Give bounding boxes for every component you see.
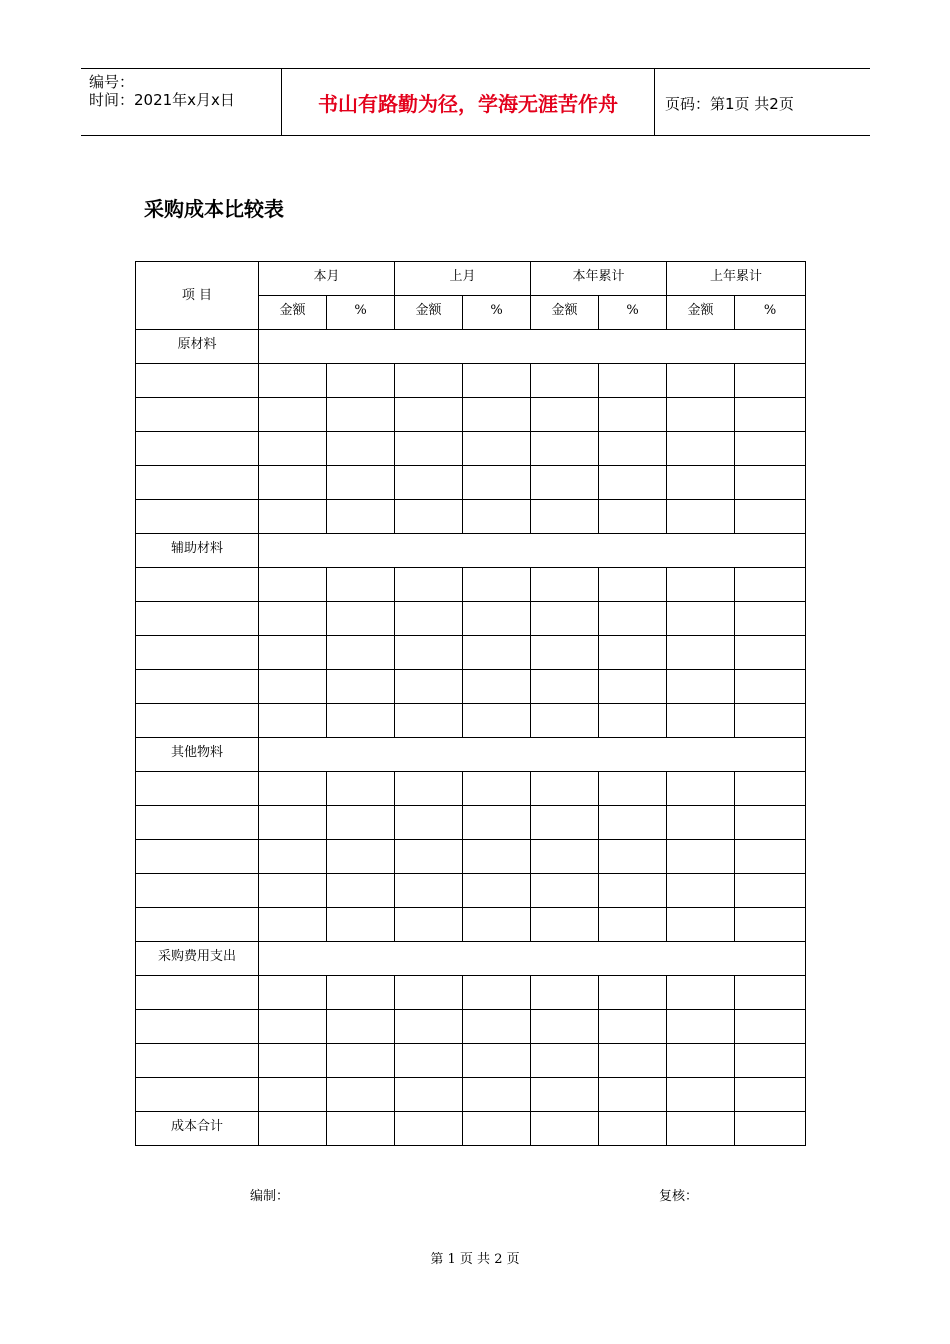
- serial-label: 编号：: [89, 73, 135, 91]
- sub-header: 金额: [395, 296, 463, 330]
- blank-cell[interactable]: [463, 1010, 531, 1044]
- blank-cell[interactable]: [667, 466, 735, 500]
- blank-cell[interactable]: [463, 670, 531, 704]
- page-info: 页码：第1页 共2页: [665, 95, 794, 113]
- blank-cell[interactable]: [463, 500, 531, 534]
- section-label: 辅助材料: [136, 534, 259, 568]
- prepared-by-label: 编制：: [250, 1189, 290, 1204]
- blank-cell[interactable]: [463, 398, 531, 432]
- blank-cell[interactable]: [395, 840, 463, 874]
- table-row: [136, 636, 806, 670]
- period-header: 本月: [259, 262, 395, 296]
- period-header: 上年累计: [667, 262, 806, 296]
- total-row: [136, 1112, 806, 1146]
- blank-cell[interactable]: [667, 398, 735, 432]
- section-span-cell: [259, 534, 806, 568]
- table-row: [136, 806, 806, 840]
- blank-cell[interactable]: [327, 874, 395, 908]
- blank-cell[interactable]: [327, 602, 395, 636]
- blank-cell[interactable]: [599, 1010, 667, 1044]
- blank-cell[interactable]: [531, 772, 599, 806]
- blank-cell[interactable]: [463, 432, 531, 466]
- blank-cell[interactable]: [531, 1010, 599, 1044]
- blank-cell[interactable]: [599, 806, 667, 840]
- blank-cell[interactable]: [599, 908, 667, 942]
- header-divider: [654, 69, 655, 135]
- table-row: [136, 908, 806, 942]
- table-row: [136, 500, 806, 534]
- blank-cell[interactable]: [735, 908, 806, 942]
- blank-cell[interactable]: [463, 364, 531, 398]
- blank-cell[interactable]: [531, 976, 599, 1010]
- period-header: 本年累计: [531, 262, 667, 296]
- blank-cell[interactable]: [327, 1044, 395, 1078]
- blank-cell[interactable]: [327, 704, 395, 738]
- blank-cell[interactable]: [136, 636, 259, 670]
- time-label: 时间：2021年x月x日: [89, 91, 235, 109]
- blank-cell[interactable]: [735, 1078, 806, 1112]
- blank-cell[interactable]: [395, 874, 463, 908]
- blank-cell[interactable]: [327, 432, 395, 466]
- blank-cell[interactable]: [735, 636, 806, 670]
- blank-cell[interactable]: [667, 500, 735, 534]
- table-row: [136, 704, 806, 738]
- blank-cell[interactable]: [259, 432, 327, 466]
- blank-cell[interactable]: [599, 1044, 667, 1078]
- blank-cell[interactable]: [667, 636, 735, 670]
- blank-cell[interactable]: [599, 1112, 667, 1146]
- table-row: [136, 1078, 806, 1112]
- blank-cell[interactable]: [735, 432, 806, 466]
- blank-cell[interactable]: [735, 466, 806, 500]
- blank-cell[interactable]: [327, 500, 395, 534]
- blank-cell[interactable]: [667, 432, 735, 466]
- blank-cell[interactable]: [136, 602, 259, 636]
- blank-cell[interactable]: [395, 466, 463, 500]
- blank-cell[interactable]: [259, 1112, 327, 1146]
- blank-cell[interactable]: [136, 568, 259, 602]
- blank-cell[interactable]: [735, 398, 806, 432]
- blank-cell[interactable]: [136, 908, 259, 942]
- blank-cell[interactable]: [136, 466, 259, 500]
- blank-cell[interactable]: [531, 500, 599, 534]
- blank-cell[interactable]: [531, 874, 599, 908]
- blank-cell[interactable]: [531, 1044, 599, 1078]
- blank-cell[interactable]: [395, 602, 463, 636]
- blank-cell[interactable]: [735, 602, 806, 636]
- blank-cell[interactable]: [327, 568, 395, 602]
- blank-cell[interactable]: [599, 500, 667, 534]
- blank-cell[interactable]: [395, 568, 463, 602]
- blank-cell[interactable]: [667, 364, 735, 398]
- blank-cell[interactable]: [327, 398, 395, 432]
- section-label: 采购费用支出: [136, 942, 259, 976]
- blank-cell[interactable]: [735, 1044, 806, 1078]
- blank-cell[interactable]: [463, 568, 531, 602]
- blank-cell[interactable]: [259, 874, 327, 908]
- blank-cell[interactable]: [136, 670, 259, 704]
- blank-cell[interactable]: [327, 670, 395, 704]
- blank-cell[interactable]: [136, 976, 259, 1010]
- blank-cell[interactable]: [395, 1078, 463, 1112]
- blank-cell[interactable]: [531, 568, 599, 602]
- blank-cell[interactable]: [599, 772, 667, 806]
- blank-cell[interactable]: [136, 500, 259, 534]
- document-title: 采购成本比较表: [144, 197, 284, 221]
- blank-cell[interactable]: [531, 466, 599, 500]
- blank-cell[interactable]: [136, 1044, 259, 1078]
- blank-cell[interactable]: [735, 976, 806, 1010]
- blank-cell[interactable]: [463, 636, 531, 670]
- total-label: 成本合计: [136, 1112, 259, 1146]
- blank-cell[interactable]: [395, 772, 463, 806]
- blank-cell[interactable]: [667, 976, 735, 1010]
- blank-cell[interactable]: [136, 364, 259, 398]
- blank-cell[interactable]: [259, 908, 327, 942]
- blank-cell[interactable]: [136, 874, 259, 908]
- item-header-cell: 项 目: [136, 262, 259, 330]
- blank-cell[interactable]: [259, 466, 327, 500]
- sub-header: 金额: [531, 296, 599, 330]
- blank-cell[interactable]: [395, 1010, 463, 1044]
- blank-cell[interactable]: [259, 602, 327, 636]
- section-row: [136, 534, 806, 568]
- blank-cell[interactable]: [531, 908, 599, 942]
- cost-comparison-table: [135, 261, 806, 1146]
- table-row: [136, 1010, 806, 1044]
- blank-cell[interactable]: [531, 602, 599, 636]
- blank-cell[interactable]: [463, 1078, 531, 1112]
- blank-cell[interactable]: [395, 636, 463, 670]
- blank-cell[interactable]: [667, 670, 735, 704]
- sub-header: %: [463, 296, 531, 330]
- blank-cell[interactable]: [735, 704, 806, 738]
- blank-cell[interactable]: [463, 806, 531, 840]
- blank-cell[interactable]: [136, 432, 259, 466]
- blank-cell[interactable]: [327, 1010, 395, 1044]
- blank-cell[interactable]: [599, 1078, 667, 1112]
- blank-cell[interactable]: [259, 636, 327, 670]
- blank-cell[interactable]: [395, 1112, 463, 1146]
- blank-cell[interactable]: [259, 364, 327, 398]
- blank-cell[interactable]: [599, 874, 667, 908]
- blank-cell[interactable]: [667, 1010, 735, 1044]
- table-row: [136, 840, 806, 874]
- blank-cell[interactable]: [735, 1010, 806, 1044]
- sub-header: %: [599, 296, 667, 330]
- blank-cell[interactable]: [259, 1010, 327, 1044]
- blank-cell[interactable]: [599, 568, 667, 602]
- blank-cell[interactable]: [136, 772, 259, 806]
- blank-cell[interactable]: [463, 1044, 531, 1078]
- section-span-cell: [259, 330, 806, 364]
- blank-cell[interactable]: [395, 500, 463, 534]
- blank-cell[interactable]: [531, 670, 599, 704]
- blank-cell[interactable]: [327, 772, 395, 806]
- blank-cell[interactable]: [259, 500, 327, 534]
- blank-cell[interactable]: [463, 704, 531, 738]
- blank-cell[interactable]: [599, 602, 667, 636]
- blank-cell[interactable]: [463, 602, 531, 636]
- page-header: [81, 68, 870, 136]
- blank-cell[interactable]: [531, 636, 599, 670]
- blank-cell[interactable]: [463, 840, 531, 874]
- blank-cell[interactable]: [327, 1112, 395, 1146]
- section-row: [136, 330, 806, 364]
- header-motto-cell: [282, 69, 654, 135]
- table-row: [136, 466, 806, 500]
- blank-cell[interactable]: [599, 670, 667, 704]
- table-row: [136, 364, 806, 398]
- header-meta: [81, 69, 281, 135]
- header-row-periods: [136, 262, 806, 296]
- blank-cell[interactable]: [327, 806, 395, 840]
- table-row: [136, 670, 806, 704]
- blank-cell[interactable]: [136, 840, 259, 874]
- blank-cell[interactable]: [259, 398, 327, 432]
- blank-cell[interactable]: [599, 704, 667, 738]
- table-row: [136, 568, 806, 602]
- blank-cell[interactable]: [463, 976, 531, 1010]
- blank-cell[interactable]: [599, 398, 667, 432]
- blank-cell[interactable]: [259, 670, 327, 704]
- blank-cell[interactable]: [463, 466, 531, 500]
- blank-cell[interactable]: [136, 398, 259, 432]
- table-row: [136, 1044, 806, 1078]
- blank-cell[interactable]: [136, 1078, 259, 1112]
- blank-cell[interactable]: [136, 704, 259, 738]
- blank-cell[interactable]: [395, 1044, 463, 1078]
- blank-cell[interactable]: [735, 772, 806, 806]
- blank-cell[interactable]: [735, 364, 806, 398]
- blank-cell[interactable]: [667, 602, 735, 636]
- blank-cell[interactable]: [327, 364, 395, 398]
- blank-cell[interactable]: [259, 806, 327, 840]
- table-row: [136, 772, 806, 806]
- sub-header: %: [735, 296, 806, 330]
- blank-cell[interactable]: [531, 1112, 599, 1146]
- blank-cell[interactable]: [599, 432, 667, 466]
- blank-cell[interactable]: [259, 704, 327, 738]
- section-label: 原材料: [136, 330, 259, 364]
- blank-cell[interactable]: [667, 1112, 735, 1146]
- blank-cell[interactable]: [531, 704, 599, 738]
- sub-header: %: [327, 296, 395, 330]
- blank-cell[interactable]: [667, 806, 735, 840]
- blank-cell[interactable]: [599, 364, 667, 398]
- blank-cell[interactable]: [259, 772, 327, 806]
- blank-cell[interactable]: [136, 1010, 259, 1044]
- section-row: [136, 942, 806, 976]
- sub-header: 金额: [667, 296, 735, 330]
- blank-cell[interactable]: [327, 976, 395, 1010]
- blank-cell[interactable]: [531, 806, 599, 840]
- blank-cell[interactable]: [395, 432, 463, 466]
- blank-cell[interactable]: [327, 1078, 395, 1112]
- blank-cell[interactable]: [259, 840, 327, 874]
- blank-cell[interactable]: [327, 636, 395, 670]
- blank-cell[interactable]: [259, 976, 327, 1010]
- table-row: [136, 398, 806, 432]
- blank-cell[interactable]: [327, 908, 395, 942]
- blank-cell[interactable]: [667, 1078, 735, 1112]
- sub-header: 金额: [259, 296, 327, 330]
- blank-cell[interactable]: [667, 1044, 735, 1078]
- blank-cell[interactable]: [395, 398, 463, 432]
- blank-cell[interactable]: [463, 908, 531, 942]
- blank-cell[interactable]: [259, 1078, 327, 1112]
- blank-cell[interactable]: [667, 704, 735, 738]
- blank-cell[interactable]: [667, 874, 735, 908]
- blank-cell[interactable]: [667, 840, 735, 874]
- blank-cell[interactable]: [667, 772, 735, 806]
- section-label: 其他物料: [136, 738, 259, 772]
- blank-cell[interactable]: [395, 908, 463, 942]
- reviewed-by-label: 复核：: [659, 1189, 699, 1204]
- blank-cell[interactable]: [395, 704, 463, 738]
- blank-cell[interactable]: [395, 670, 463, 704]
- blank-cell[interactable]: [735, 500, 806, 534]
- blank-cell[interactable]: [667, 908, 735, 942]
- blank-cell[interactable]: [259, 568, 327, 602]
- section-span-cell: [259, 942, 806, 976]
- blank-cell[interactable]: [735, 874, 806, 908]
- blank-cell[interactable]: [531, 398, 599, 432]
- blank-cell[interactable]: [531, 432, 599, 466]
- period-header: 上月: [395, 262, 531, 296]
- table-row: [136, 432, 806, 466]
- blank-cell[interactable]: [463, 1112, 531, 1146]
- blank-cell[interactable]: [599, 976, 667, 1010]
- blank-cell[interactable]: [531, 364, 599, 398]
- blank-cell[interactable]: [735, 840, 806, 874]
- blank-cell[interactable]: [463, 772, 531, 806]
- section-row: [136, 738, 806, 772]
- blank-cell[interactable]: [599, 840, 667, 874]
- blank-cell[interactable]: [735, 806, 806, 840]
- table-row: [136, 874, 806, 908]
- blank-cell[interactable]: [327, 840, 395, 874]
- blank-cell[interactable]: [259, 1044, 327, 1078]
- motto-text: 书山有路勤为径，学海无涯苦作舟: [318, 91, 618, 116]
- blank-cell[interactable]: [327, 466, 395, 500]
- blank-cell[interactable]: [735, 670, 806, 704]
- blank-cell[interactable]: [599, 636, 667, 670]
- blank-cell[interactable]: [735, 1112, 806, 1146]
- blank-cell[interactable]: [136, 806, 259, 840]
- blank-cell[interactable]: [531, 1078, 599, 1112]
- blank-cell[interactable]: [463, 874, 531, 908]
- table-row: [136, 976, 806, 1010]
- blank-cell[interactable]: [395, 976, 463, 1010]
- blank-cell[interactable]: [395, 364, 463, 398]
- blank-cell[interactable]: [735, 568, 806, 602]
- page-footer: 第 1 页 共 2 页: [430, 1252, 520, 1267]
- blank-cell[interactable]: [667, 568, 735, 602]
- blank-cell[interactable]: [599, 466, 667, 500]
- blank-cell[interactable]: [395, 806, 463, 840]
- section-span-cell: [259, 738, 806, 772]
- blank-cell[interactable]: [531, 840, 599, 874]
- table-row: [136, 602, 806, 636]
